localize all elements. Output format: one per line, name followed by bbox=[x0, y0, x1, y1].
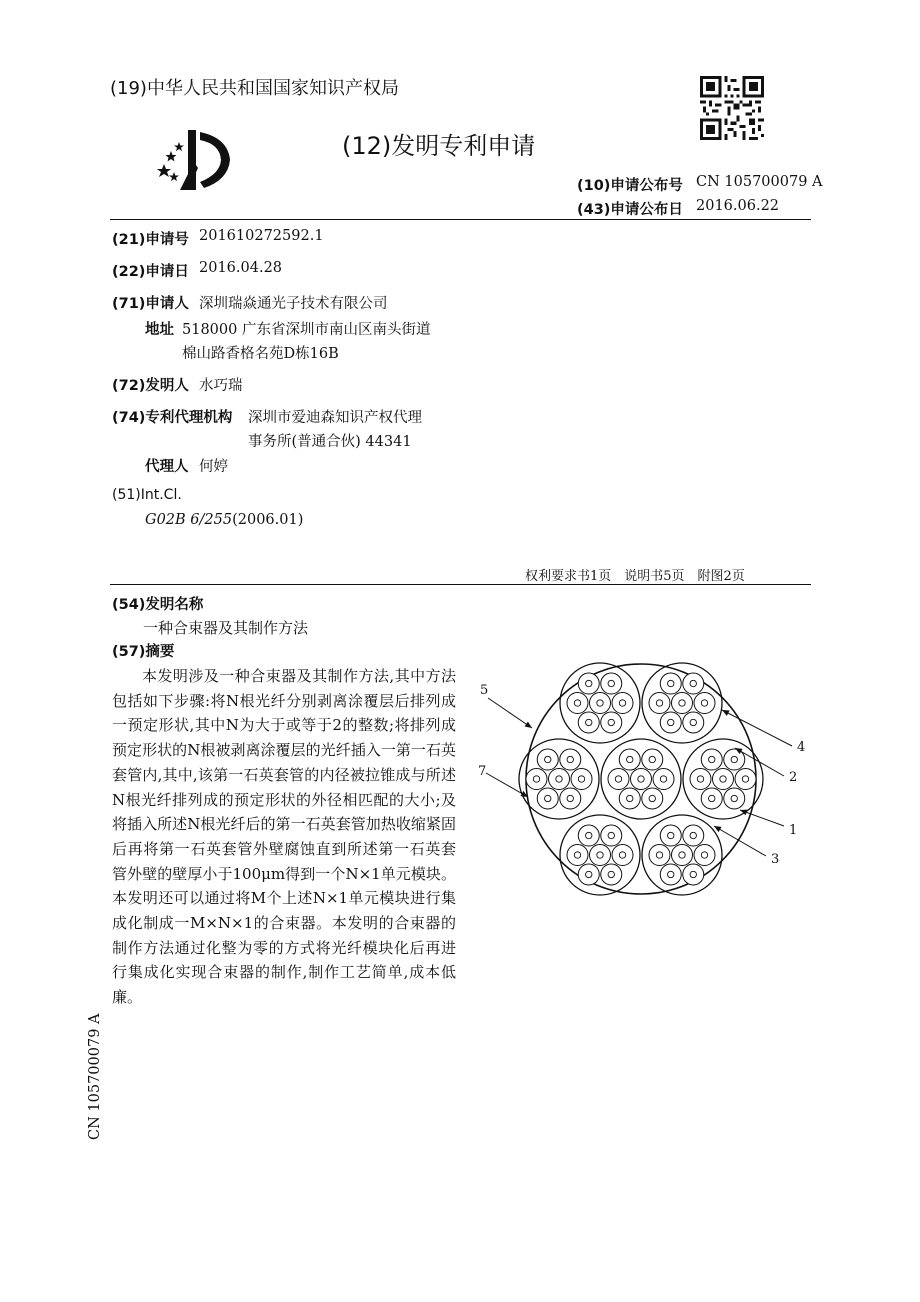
doc-type-title: (12)发明专利申请 bbox=[342, 132, 536, 160]
inventor-value: 水巧瑞 bbox=[199, 378, 243, 394]
fiber-core bbox=[608, 719, 614, 725]
fiber-core bbox=[574, 852, 580, 858]
figure-label: 4 bbox=[797, 740, 806, 755]
fiber-core bbox=[556, 776, 562, 782]
fiber-core bbox=[597, 852, 603, 858]
fiber-core bbox=[649, 795, 655, 801]
pub-no-label: (10)申请公布号 bbox=[577, 178, 683, 194]
pub-date-value: 2016.06.22 bbox=[696, 198, 780, 214]
applicant-value: 深圳瑞焱通光子技术有限公司 bbox=[199, 296, 388, 312]
fiber-core bbox=[731, 795, 737, 801]
fiber-core bbox=[679, 700, 685, 706]
figure-label: 2 bbox=[789, 770, 798, 785]
fiber-core bbox=[709, 795, 715, 801]
intcl-code: G02B 6/255 bbox=[145, 512, 233, 528]
fiber-core bbox=[649, 756, 655, 762]
page-counts: 权利要求书1页 说明书5页 附图2页 bbox=[525, 569, 745, 584]
fiber-core bbox=[597, 700, 603, 706]
fiber-core bbox=[742, 776, 748, 782]
fiber-core bbox=[690, 871, 696, 877]
leader-arrow bbox=[714, 826, 722, 832]
fiber-core bbox=[701, 852, 707, 858]
fiber-core bbox=[731, 756, 737, 762]
fiber-core bbox=[656, 852, 662, 858]
figure-label: 1 bbox=[789, 823, 798, 838]
figure-label: 5 bbox=[480, 683, 489, 698]
pub-date-label: (43)申请公布日 bbox=[577, 202, 683, 218]
leader-line bbox=[486, 773, 528, 797]
fiber-core bbox=[697, 776, 703, 782]
fiber-core bbox=[627, 756, 633, 762]
fiber-core bbox=[608, 832, 614, 838]
fiber-core bbox=[586, 719, 592, 725]
header-rule bbox=[110, 219, 811, 220]
fiber-core bbox=[690, 832, 696, 838]
fiber-core bbox=[668, 871, 674, 877]
inventor-label: (72)发明人 bbox=[112, 378, 189, 394]
figure-label: 7 bbox=[478, 764, 487, 779]
fiber-core bbox=[679, 852, 685, 858]
fiber-core bbox=[545, 795, 551, 801]
address-label: 地址 bbox=[145, 322, 174, 338]
app-no-value: 201610272592.1 bbox=[199, 228, 324, 244]
agent-label: 代理人 bbox=[145, 459, 189, 475]
fiber-core bbox=[574, 700, 580, 706]
invention-title: 一种合束器及其制作方法 bbox=[143, 619, 309, 637]
agent-value: 何婷 bbox=[199, 459, 228, 475]
fiber-core bbox=[656, 700, 662, 706]
biblio-rule bbox=[110, 584, 811, 585]
app-date-value: 2016.04.28 bbox=[199, 260, 283, 276]
fiber-core bbox=[578, 776, 584, 782]
fiber-bundle-figure bbox=[470, 660, 820, 900]
fiber-core bbox=[586, 680, 592, 686]
fiber-core bbox=[608, 871, 614, 877]
intcl-entry bbox=[145, 512, 303, 528]
fiber-core bbox=[586, 832, 592, 838]
abstract-label: (57)摘要 bbox=[112, 644, 175, 660]
fiber-core bbox=[586, 871, 592, 877]
fiber-core bbox=[567, 795, 573, 801]
leader-arrow bbox=[525, 722, 532, 728]
agency-label: (74)专利代理机构 bbox=[112, 410, 233, 426]
fiber-core bbox=[690, 680, 696, 686]
pub-no-value: CN 105700079 A bbox=[696, 174, 823, 190]
fiber-core bbox=[608, 680, 614, 686]
qr-code bbox=[700, 76, 764, 140]
cnipa-logo bbox=[150, 122, 240, 194]
agency-line1: 深圳市爱迪森知识产权代理 bbox=[248, 410, 422, 426]
intcl-label: (51)Int.Cl. bbox=[112, 487, 182, 503]
fiber-core bbox=[660, 776, 666, 782]
fiber-core bbox=[668, 680, 674, 686]
fiber-core bbox=[619, 700, 625, 706]
app-no-label: (21)申请号 bbox=[112, 232, 189, 248]
fiber-core bbox=[720, 776, 726, 782]
address-line1: 518000 广东省深圳市南山区南头街道 bbox=[182, 322, 431, 338]
fiber-core bbox=[638, 776, 644, 782]
fiber-core bbox=[690, 719, 696, 725]
intcl-version: (2006.01) bbox=[232, 512, 304, 528]
fiber-core bbox=[615, 776, 621, 782]
fiber-core bbox=[668, 832, 674, 838]
fiber-core bbox=[627, 795, 633, 801]
fiber-core bbox=[545, 756, 551, 762]
abstract-text: 本发明涉及一种合束器及其制作方法,其中方法包括如下步骤:将N根光纤分别剥离涂覆层后排列成一预定形状,其中N为大于或等于2的整数;将排列成预定形状的N根被剥离涂覆层的光纤插入一第一石英套管内,其中,该第一石英套管的内径被拉锥成与所述N根光纤排列成的预定形状的外径相匹配的大小;及将插入所述N根光纤后的第一石英套管加热收缩紧固后再将第一石英套管外壁腐蚀直到所述第一石英套管外壁的壁厚小于100μm得到一个N×1单元模块。本发明还可以通过将M个上述N×1单元模块进行集成化制成一M×N×1的合束器。本发明的合束器的制作方法通过化整为零的方式将光纤模块化后再进行集成化实现合束器的制作,制作工艺简单,成本低廉。 bbox=[112, 667, 456, 1007]
agency-line2: 事务所(普通合伙) 44341 bbox=[248, 434, 412, 450]
app-date-label: (22)申请日 bbox=[112, 264, 189, 280]
fiber-core bbox=[668, 719, 674, 725]
figure-label: 3 bbox=[771, 852, 780, 867]
office-title: (19)中华人民共和国国家知识产权局 bbox=[110, 78, 399, 99]
fiber-core bbox=[567, 756, 573, 762]
leader-line bbox=[488, 698, 532, 728]
invention-title-label: (54)发明名称 bbox=[112, 597, 204, 613]
fiber-core bbox=[709, 756, 715, 762]
address-line2: 棉山路香格名苑D栋16B bbox=[182, 346, 339, 362]
fiber-core bbox=[701, 700, 707, 706]
applicant-label: (71)申请人 bbox=[112, 296, 189, 312]
side-publication-number: CN 105700079 A bbox=[87, 1013, 103, 1140]
fiber-core bbox=[533, 776, 539, 782]
fiber-core bbox=[619, 852, 625, 858]
